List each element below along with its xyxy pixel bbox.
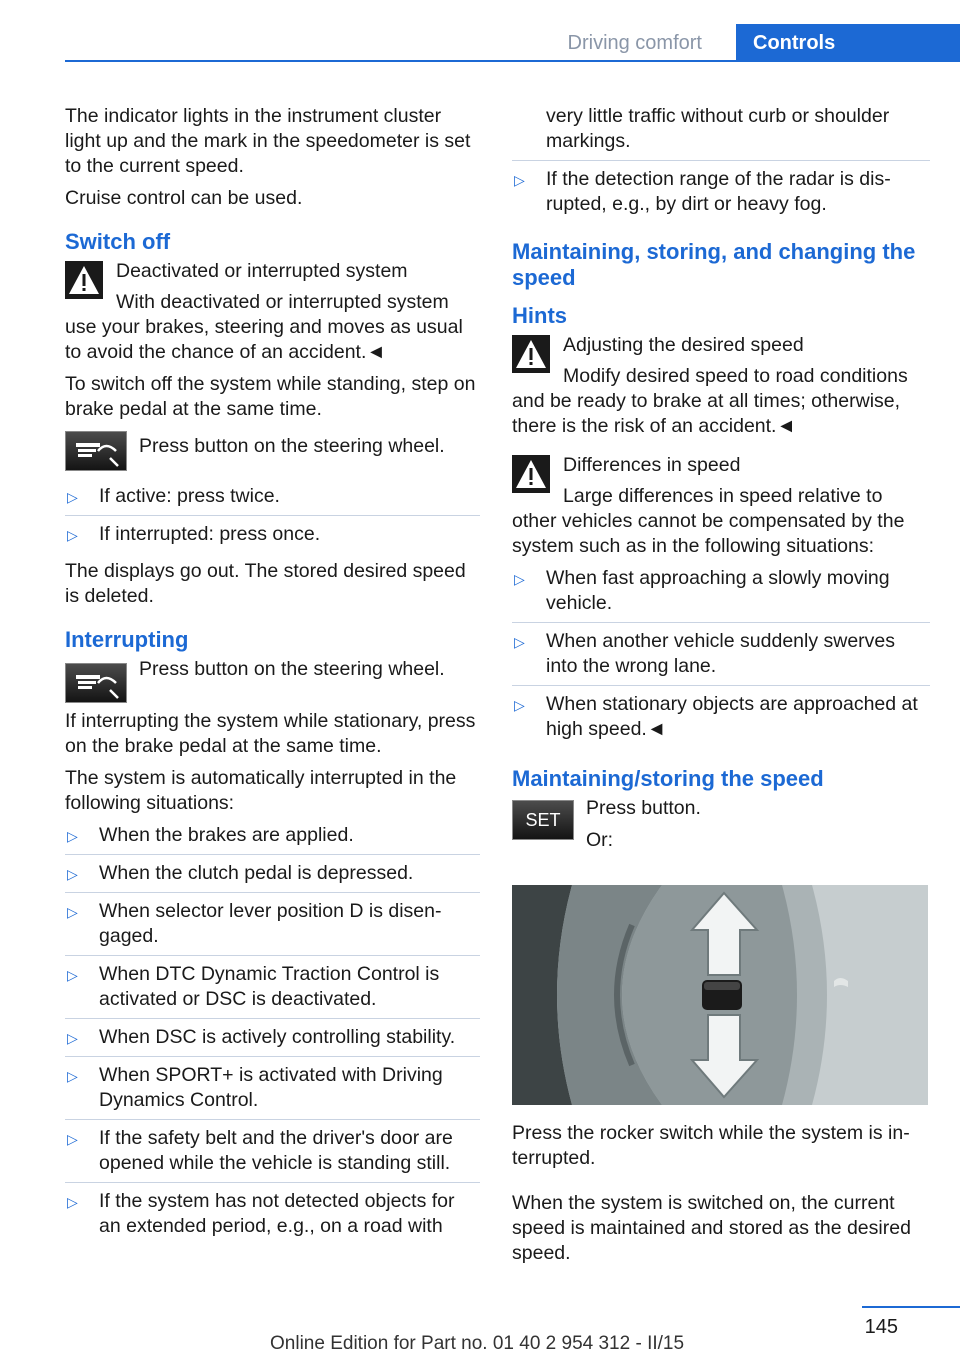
maintaining-heading: Maintaining, storing, and changing the speed <box>512 239 916 290</box>
triangle-bullet-icon: ▷ <box>67 489 78 505</box>
speed-difference-list <box>512 566 930 748</box>
triangle-bullet-icon: ▷ <box>67 527 78 543</box>
triangle-bullet-icon: ▷ <box>67 1030 78 1046</box>
warning-body: Modify desired speed to road conditions and be ready to brake at all times; otherwise, there is the risk of an accident.◄ <box>512 365 908 437</box>
warning-triangle-icon <box>512 335 550 373</box>
list-item: ▷ When the clutch pedal is depressed. <box>65 861 480 893</box>
list-item: ▷ When the brakes are applied. <box>65 823 480 855</box>
warning-title: Adjusting the desired speed <box>563 334 804 356</box>
triangle-bullet-icon: ▷ <box>514 571 525 587</box>
triangle-bullet-icon: ▷ <box>67 1068 78 1084</box>
interrupt-button-row <box>65 657 480 697</box>
list-item: ▷ When stationary objects are approached at high speed.◄ <box>514 693 918 740</box>
triangle-bullet-icon: ▷ <box>67 904 78 920</box>
steering-button-text: Press button on the steering wheel. <box>139 435 445 457</box>
triangle-bullet-icon: ▷ <box>514 172 525 188</box>
list-item: ▷ When SPORT+ is activated with Driving Dynamics Control. <box>65 1063 480 1120</box>
intro-paragraph-2: Cruise control can be used. <box>65 187 303 209</box>
triangle-bullet-icon: ▷ <box>514 697 525 713</box>
cruise-control-button-icon <box>65 431 127 471</box>
right-column <box>512 104 930 1273</box>
warning-triangle-icon <box>512 455 550 493</box>
triangle-bullet-icon: ▷ <box>514 634 525 650</box>
switch-off-heading: Switch off <box>65 229 171 254</box>
hints-heading: Hints <box>512 303 567 328</box>
set-button-icon: SET <box>512 800 574 840</box>
triangle-bullet-icon: ▷ <box>67 866 78 882</box>
warning-deactivated <box>65 259 480 284</box>
displays-go-out-text: The displays go out. The stored desired speed is deleted. <box>65 560 466 607</box>
list-item: ▷ When another vehicle suddenly swerves into the wrong lane. <box>512 629 930 686</box>
header-chapter-tab: Controls <box>736 24 960 62</box>
switched-on-text: When the system is switched on, the current speed is maintained and stored as the desired speed. <box>512 1192 911 1264</box>
interrupting-auto-text: The system is automatically interrupted in the following situations: <box>65 767 457 814</box>
list-item-continued: very little traffic without curb or shoulder markings. <box>512 104 930 161</box>
triangle-bullet-icon: ▷ <box>67 1131 78 1147</box>
warning-body: With deactivated or interrupted system use your brakes, steering and moves as usual to avoid the chance of an accident.◄ <box>65 291 463 363</box>
footer-edition: Online Edition for Part no. 01 40 2 954 312 - II/15 <box>270 1333 685 1354</box>
warning-title: Deactivated or interrupted system <box>116 260 408 282</box>
triangle-bullet-icon: ▷ <box>67 828 78 844</box>
rocker-text: Press the rocker switch while the system is interrupted. <box>512 1122 910 1169</box>
warning-triangle-icon <box>65 261 103 299</box>
set-button-row <box>512 796 930 853</box>
header-rule <box>65 60 960 62</box>
list-item: ▷ When DTC Dynamic Traction Control is activated or DSC is deactivated. <box>65 962 480 1019</box>
footer-rule <box>862 1306 960 1308</box>
triangle-bullet-icon: ▷ <box>67 967 78 983</box>
storing-heading: Maintaining/storing the speed <box>512 766 824 791</box>
interrupt-situations-list <box>65 823 480 1245</box>
warning-adjusting <box>512 333 930 358</box>
left-column <box>65 104 480 1251</box>
press-button-text: Press button. <box>586 797 701 819</box>
warning-title: Differences in speed <box>563 454 741 476</box>
list-item: ▷ If the system has not detected objects for an extended period, e.g., on a road with <box>67 1190 455 1237</box>
list-item: ▷ If the safety belt and the driver's door are opened while the vehicle is standing still. <box>65 1126 480 1183</box>
header-section-label: Driving comfort <box>567 32 702 54</box>
continued-list <box>512 104 930 223</box>
or-text: Or: <box>586 829 614 851</box>
triangle-bullet-icon: ▷ <box>67 1194 78 1210</box>
list-item: ▷ When DSC is actively controlling stability. <box>65 1025 480 1057</box>
list-item: ▷ When selector lever position D is disengaged. <box>65 899 480 956</box>
interrupting-stationary-text: If interrupting the system while stationary, press on the brake pedal at the same time. <box>65 710 476 757</box>
steering-button-row <box>65 434 480 474</box>
warning-body: Large differences in speed relative to other vehicles cannot be compensated by the system such as in the following situations: <box>512 485 905 557</box>
list-item: ▷ If active: press twice. <box>65 484 480 516</box>
switch-off-standing-text: To switch off the system while standing, step on brake pedal at the same time. <box>65 373 476 420</box>
steering-wheel-photo <box>512 885 928 1105</box>
list-item: ▷ When fast approaching a slowly moving vehicle. <box>512 566 930 623</box>
warning-differences <box>512 453 930 478</box>
page-number: 145 <box>864 1316 898 1338</box>
interrupting-heading: Interrupting <box>65 627 189 652</box>
switch-off-list <box>65 484 480 553</box>
list-item: ▷ If the detection range of the radar is disrupted, e.g., by dirt or heavy fog. <box>514 168 891 215</box>
list-item: ▷ If interrupted: press once. <box>65 522 480 553</box>
cruise-control-button-icon <box>65 663 127 703</box>
interrupt-button-text: Press button on the steering wheel. <box>139 658 445 680</box>
intro-paragraph: The indicator lights in the instrument cluster light up and the mark in the speedometer is set to the current speed. <box>65 105 471 177</box>
